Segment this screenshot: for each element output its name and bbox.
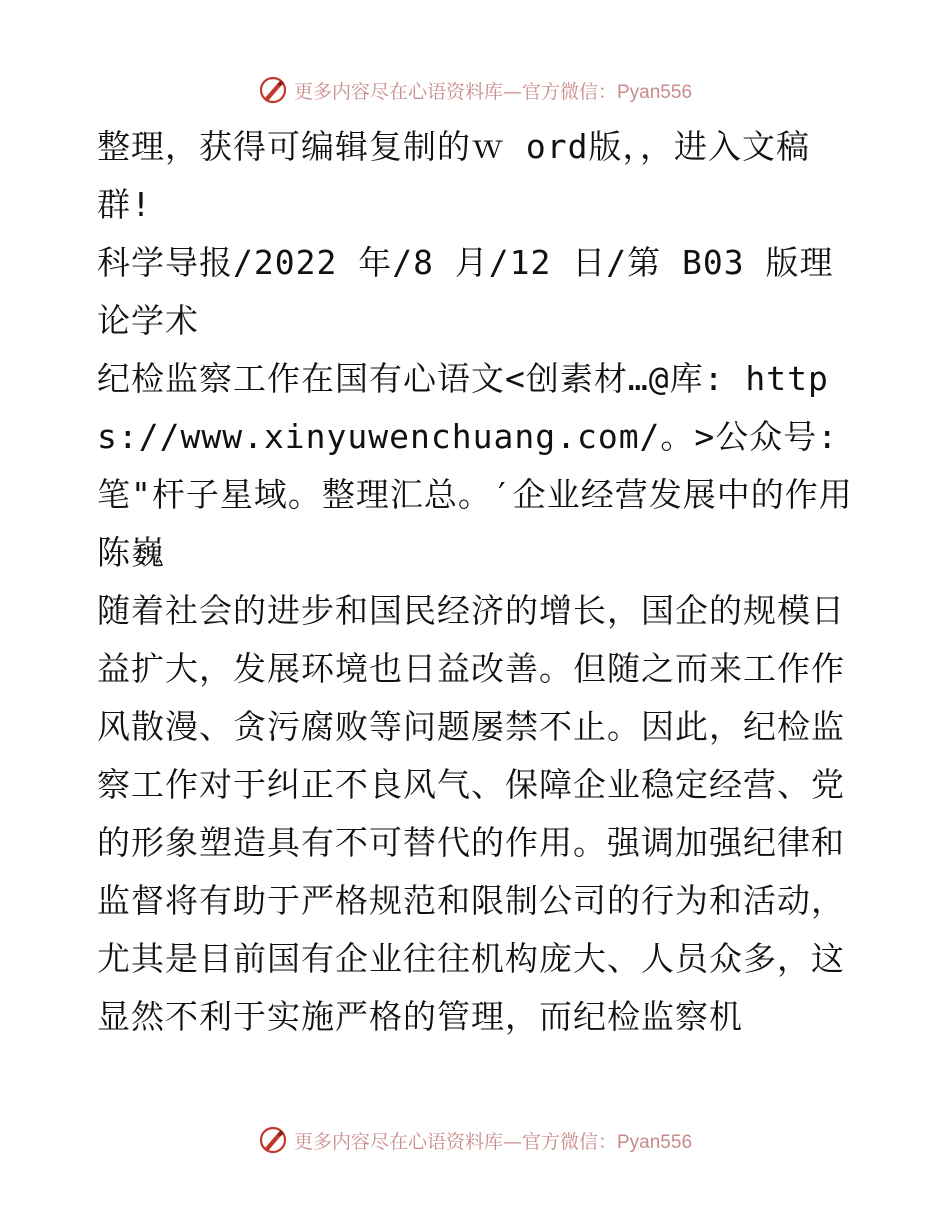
- watermark-text: 更多内容尽在心语资料库—官方微信：Pyan556: [293, 1130, 693, 1153]
- footer-watermark: [0, 1120, 950, 1160]
- paragraph-title: 纪检监察工作在国有心语文<创素材…@库: https://www.xinyuwenchuang.com/。>公众号: 笔"杆子星域。整理汇总。′企业经营发展中的作用: [97, 359, 853, 514]
- pen-logo-icon: [258, 75, 288, 105]
- paragraph-intro: 整理，获得可编辑复制的ｗ ord版，，进入文稿群!: [97, 127, 810, 224]
- paragraph-body: 随着社会的进步和国民经济的增长，国企的规模日益扩大，发展环境也日益改善。但随之而来工作作风散漫、贪污腐败等问题屡禁不止。因此，纪检监察工作对于纠正不良风气、保障企业稳定经营、党的形象塑造具有不可替代的作用。强调加强纪律和监督将有助于严格规范和限制公司的行为和活动，尤其是目前国有企业往往机构庞大、人员众多，这显然不利于实施严格的管理，而纪检监察机: [97, 591, 845, 1036]
- paragraph-source: 科学导报/2022 年/8 月/12 日/第 B03 版理论学术: [97, 243, 834, 340]
- header-watermark: [0, 70, 950, 110]
- paragraph-author: 陈巍: [97, 533, 165, 572]
- watermark-text: 更多内容尽在心语资料库—官方微信：Pyan556: [293, 80, 693, 103]
- pen-logo-icon: [258, 1125, 288, 1155]
- document-body: [97, 118, 857, 1046]
